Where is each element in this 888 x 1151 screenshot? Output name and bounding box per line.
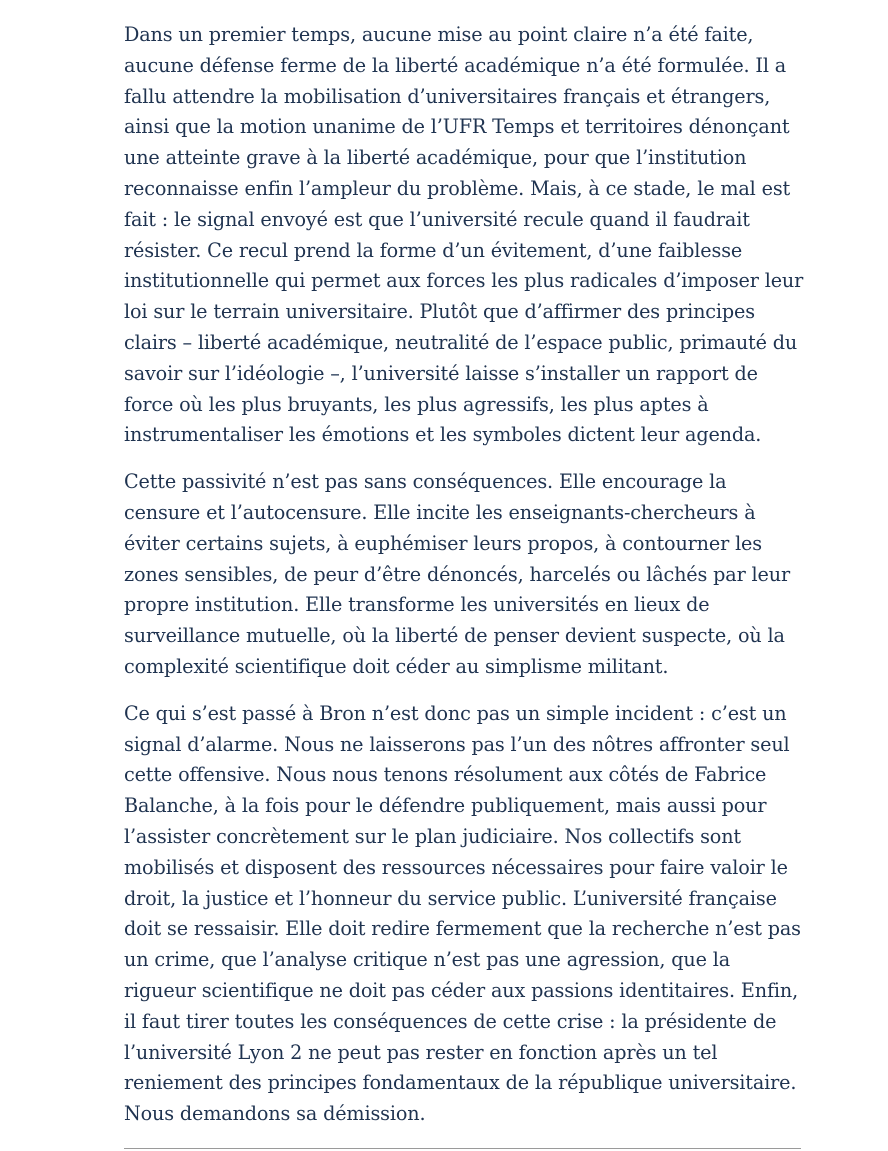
article-paragraph: Dans un premier temps, aucune mise au point claire n’a été faite, aucune défense ferme de la liberté académique n’a été formulée. Il a fallu attendre la mobilisation d’universitaires français et étrangers, ainsi que la motion unanime de l’UFR Temps et territoires dénonçant une atteinte grave à la liberté académique, pour que l’institution reconnaisse enfin l’ampleur du problème. Mais, à ce stade, le mal est fait : le signal envoyé est que l’université recule quand il faudrait résister. Ce recul prend la forme d’un évitement, d’une faiblesse institutionnelle qui permet aux forces les plus radicales d’imposer leur loi sur le terrain universitaire. Plutôt que d’affirmer des principes clairs – liberté académique, neutralité de l’espace public, primauté du savoir sur l’idéologie –, l’université laisse s’installer un rapport de force où les plus bruyants, les plus agressifs, les plus aptes à instrumentaliser les émotions et les symboles dictent leur agenda.	[124, 23, 804, 447]
section-divider	[124, 1148, 801, 1149]
article-paragraph: Ce qui s’est passé à Bron n’est donc pas un simple incident : c’est un signal d’alarme. Nous ne laisserons pas l’un des nôtres affronter seul cette offensive. Nous nous tenons résolument aux côtés de Fabrice Balanche, à la fois pour le défendre publiquement, mais aussi pour l’assister concrètement sur le plan judiciaire. Nos collectifs sont mobilisés et disposent des ressources nécessaires pour faire valoir le droit, la justice et l’honneur du service public. L’université française doit se ressaisir. Elle doit redire fermement que la recherche n’est pas un crime, que l’analyse critique n’est pas une agression, que la rigueur scientifique ne doit pas céder aux passions identitaires. Enfin, il faut tirer toutes les conséquences de cette crise : la présidente de l’université Lyon 2 ne peut pas rester en fonction après un tel reniement des principes fondamentaux de la république universitaire. Nous demandons sa démission.	[124, 701, 801, 1126]
article-body	[124, 20, 804, 1146]
article-paragraph: Cette passivité n’est pas sans conséquences. Elle encourage la censure et l’autocensure. Elle incite les enseignants-chercheurs à éviter certains sujets, à euphémiser leurs propos, à contourner les zones sensibles, de peur d’être dénoncés, harcelés ou lâchés par leur propre institution. Elle transforme les universités en lieux de surveillance mutuelle, où la liberté de penser devient suspecte, où la complexité scientifique doit céder au simplisme militant.	[124, 470, 790, 678]
